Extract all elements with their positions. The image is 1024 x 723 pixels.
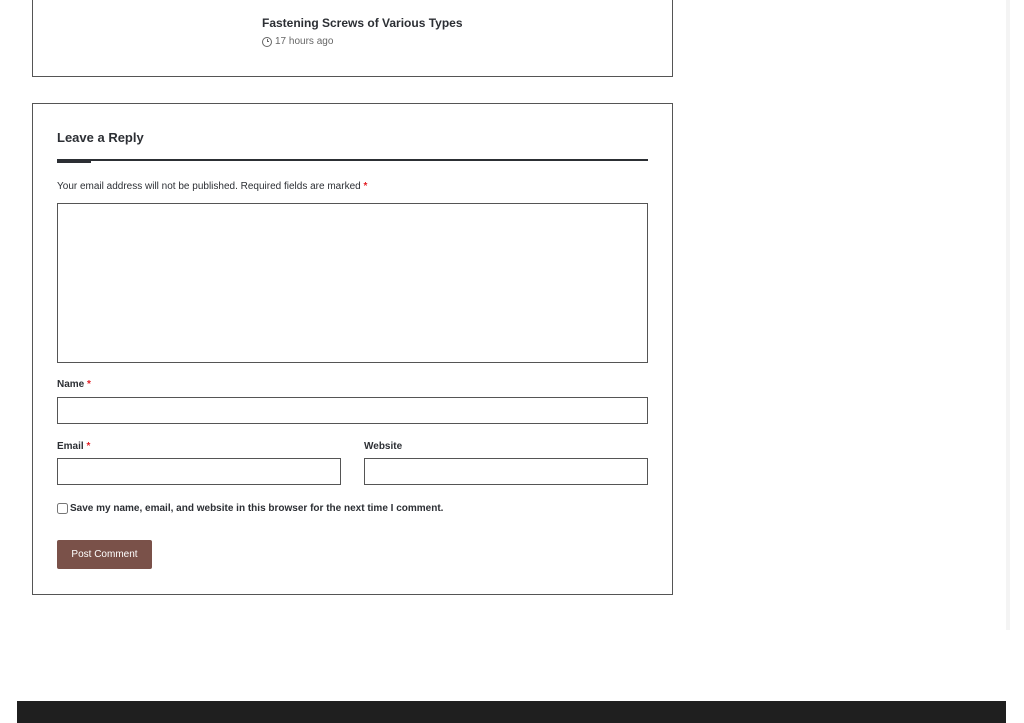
comment-form-title: Leave a Reply (57, 130, 144, 145)
email-label-text: Email (57, 441, 84, 452)
clock-icon (262, 37, 272, 47)
website-label (364, 441, 402, 452)
name-label-text: Name (57, 379, 85, 390)
post-comment-button[interactable]: Post Comment (57, 540, 152, 569)
related-post-title-link[interactable]: Fastening Screws of Various Types (262, 16, 463, 30)
comment-notes (57, 181, 367, 192)
comment-form (32, 103, 673, 595)
cookies-consent-checkbox[interactable] (57, 503, 68, 514)
comment-textarea[interactable] (57, 203, 648, 363)
website-label-text: Website (364, 441, 403, 452)
name-label (57, 379, 91, 390)
email-label (57, 441, 90, 452)
title-divider-accent (57, 159, 91, 163)
title-divider (57, 159, 648, 161)
cookies-consent-row (57, 503, 443, 514)
website-input[interactable] (364, 458, 648, 485)
name-required-mark: * (87, 379, 91, 390)
name-input[interactable] (57, 397, 648, 424)
required-mark: * (363, 181, 368, 192)
footer-bar (17, 701, 1006, 723)
related-post-card (32, 0, 673, 77)
scroll-edge (1006, 0, 1010, 630)
related-post-meta (262, 36, 333, 47)
cookies-consent-label[interactable]: Save my name, email, and website in this browser for the next time I comment. (70, 503, 444, 514)
email-input[interactable] (57, 458, 341, 485)
comment-notes-text: Your email address will not be published. Required fields are marked (57, 181, 361, 192)
related-post-time: 17 hours ago (275, 36, 334, 47)
email-required-mark: * (86, 441, 91, 452)
